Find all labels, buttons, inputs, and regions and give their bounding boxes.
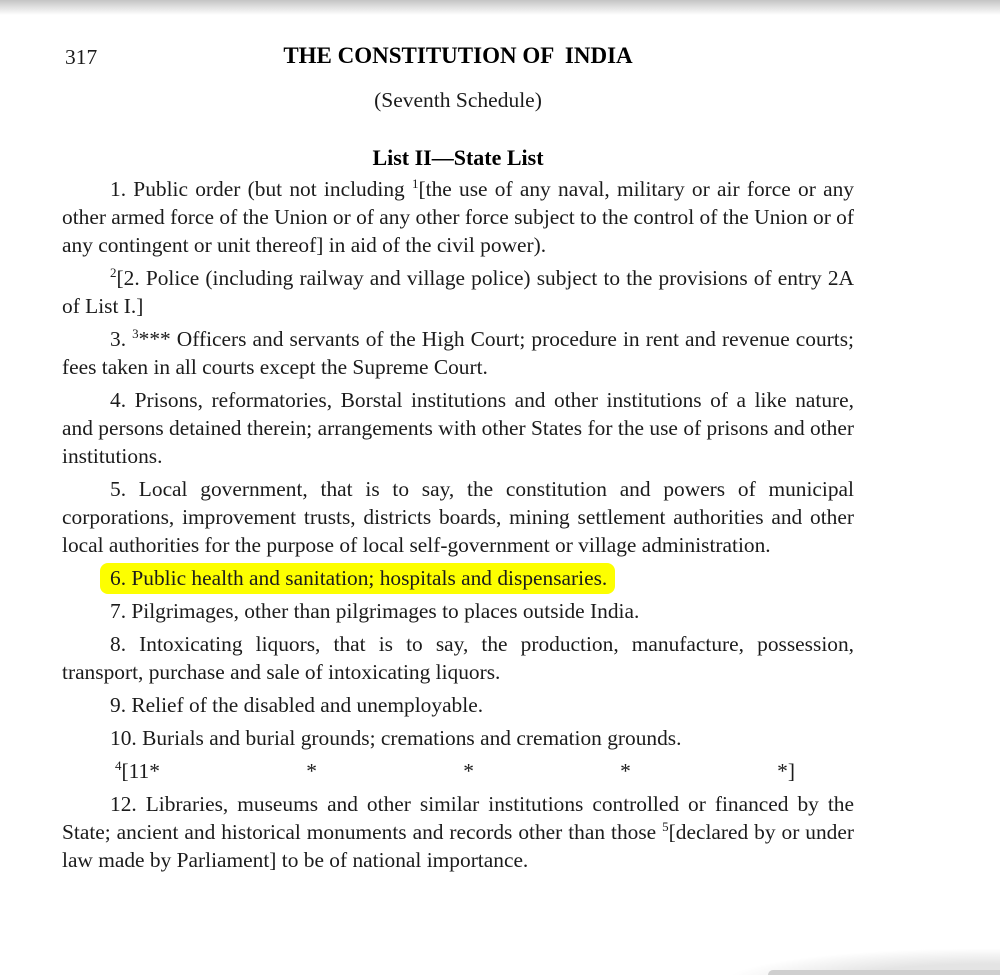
entry-8 [62,630,854,686]
entry-11-tail: *] [777,759,795,783]
page-number: 317 [65,45,98,69]
entry-2-text: [2. Police (including railway and village police) subject to the provisions of entry 2A of List I.] [62,266,854,318]
entry-5-text: 5. Local government, that is to say, the constitution and powers of municipal corporations, improvement trusts, districts boards, mining settlement authorities and other local authorities for the purpose of local self-government or village administration. [62,477,854,557]
list-heading: List II—State List [372,145,544,170]
highlighted-entry-text: 6. Public health and sanitation; hospitals and dispensaries. [100,563,615,594]
entry-5 [62,475,854,559]
page-header [0,43,1000,70]
entry-3-text: 3. [110,327,133,351]
entry-2 [62,264,854,320]
entry-11-lead-text: [11* [121,759,160,783]
entry-3 [62,325,854,381]
entry-12-text-cont: [declared by or under law made by Parliament] to be of national importance. [62,820,854,872]
entry-9 [62,691,854,719]
footnote-marker-1: 1 [412,175,419,191]
entry-6 [62,564,854,592]
schedule-subtitle: (Seventh Schedule) [374,88,542,112]
footnote-marker-5: 5 [662,818,669,834]
footnote-marker-2: 2 [110,264,117,280]
entry-10 [62,724,854,752]
entry-1-text: 1. Public order (but not including [110,177,412,201]
entry-3-text-cont: *** Officers and servants of the High Court; procedure in rent and revenue courts; fees taken in all courts except the Supreme Court. [62,327,854,379]
entry-11 [115,757,795,785]
entry-8-text: 8. Intoxicating liquors, that is to say, the production, manufacture, possession, transport, purchase and sale of intoxicating liquors. [62,632,854,684]
document-title: THE CONSTITUTION OF INDIA [283,43,633,68]
entry-7 [62,597,854,625]
footnote-marker-3: 3 [132,325,139,341]
entry-12 [62,790,854,874]
entry-9-text: 9. Relief of the disabled and unemployable. [110,693,484,717]
entry-11-lead [115,757,160,785]
footnote-marker-4: 4 [115,757,122,773]
document-body [62,175,854,874]
omission-star-3: * [620,759,631,783]
entry-1-text-cont: [the use of any naval, military or air force or any other armed force of the Union or of any other force subject to the control of the Union or of any contingent or unit thereof] in aid of the civil power). [62,177,854,257]
omission-star-1: * [306,759,317,783]
entry-10-text: 10. Burials and burial grounds; cremations and cremation grounds. [110,726,682,750]
omission-star-2: * [463,759,474,783]
floating-panel-edge[interactable] [768,970,1000,975]
entry-4 [62,386,854,470]
entry-7-text: 7. Pilgrimages, other than pilgrimages to places outside India. [110,599,640,623]
entry-4-text: 4. Prisons, reformatories, Borstal institutions and other institutions of a like nature, and persons detained therein; arrangements with other States for the use of prisons and other institutions. [62,388,854,468]
entry-12-text: 12. Libraries, museums and other similar institutions controlled or financed by the State; ancient and historical monuments and records other than those [62,792,854,844]
entry-1 [62,175,854,259]
